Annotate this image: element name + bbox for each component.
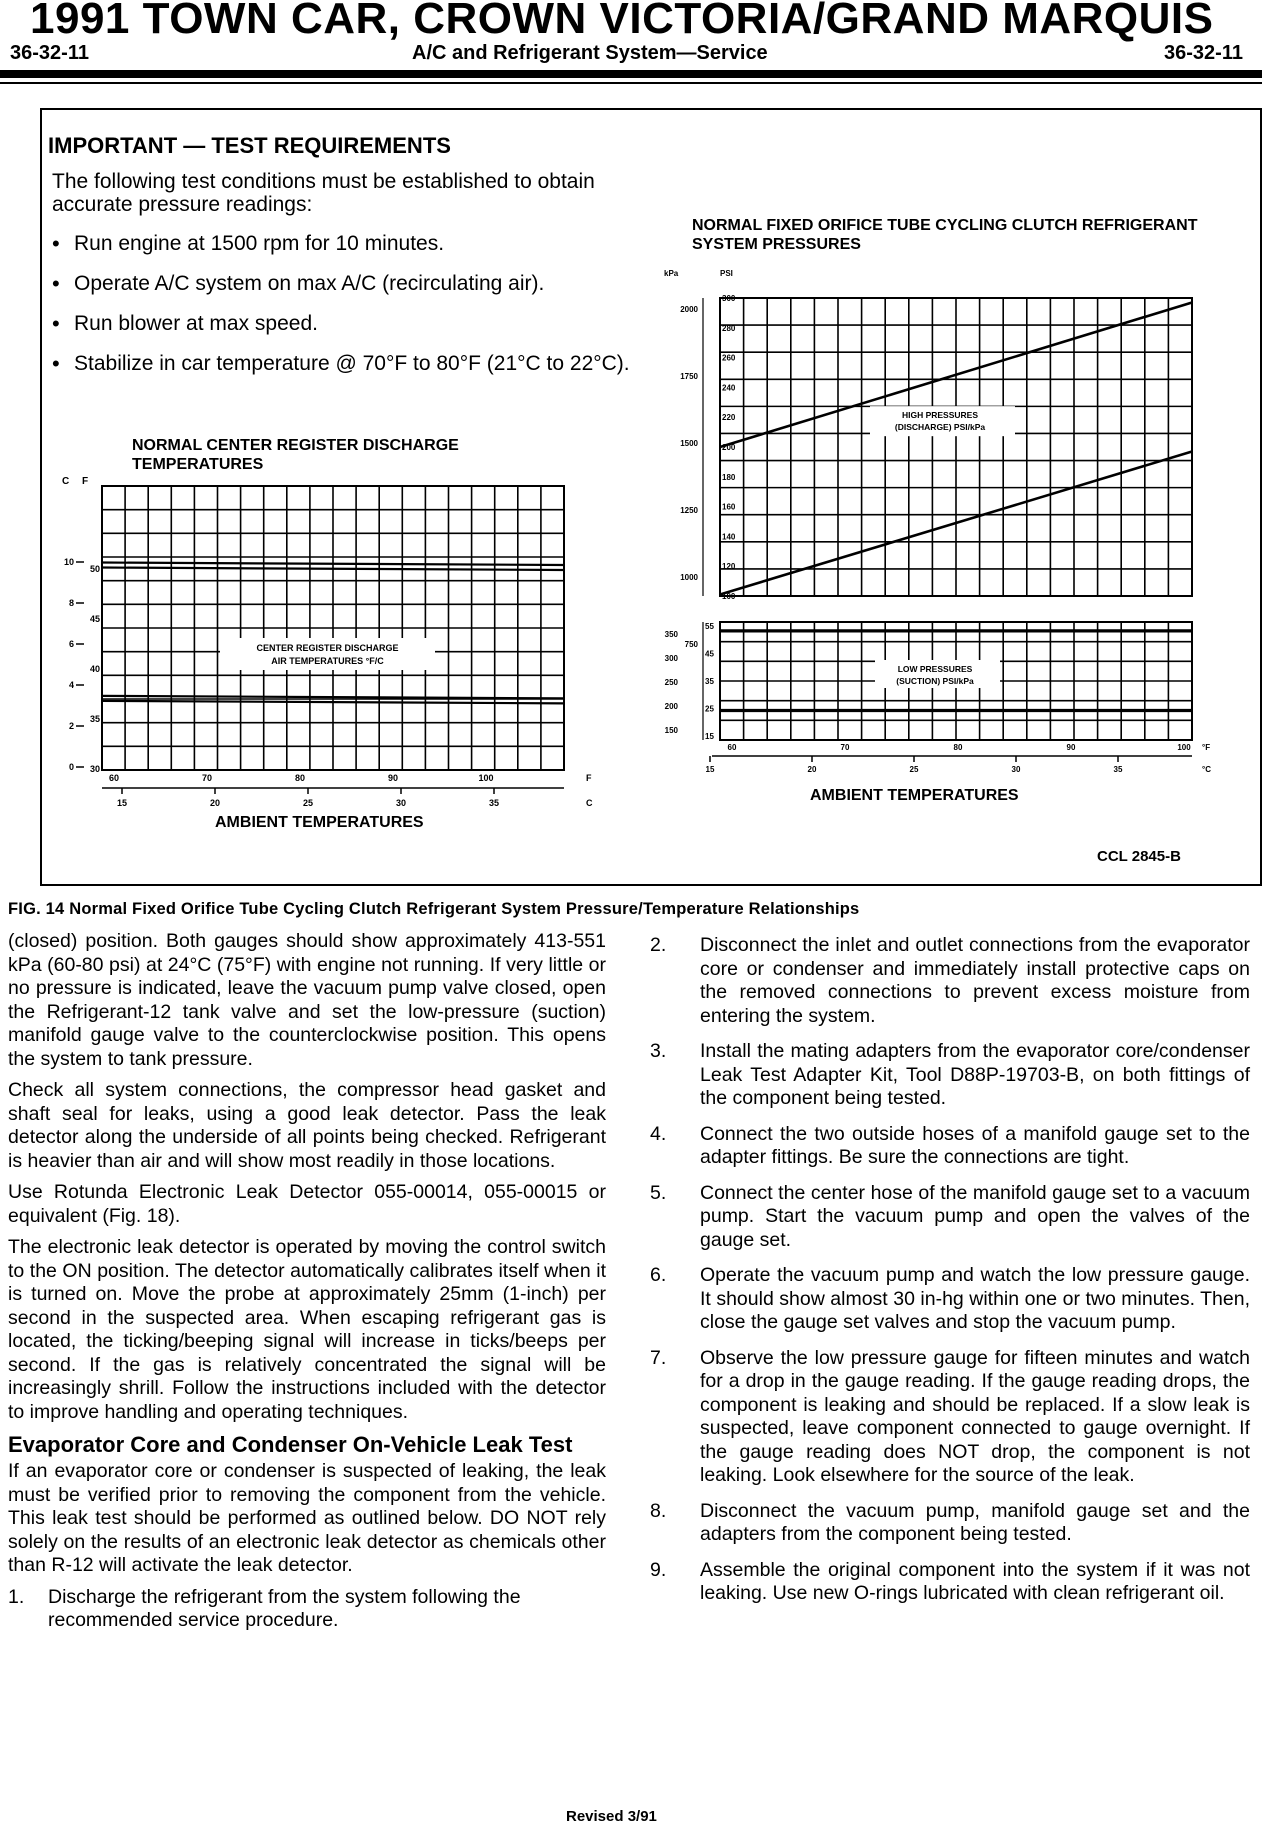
y-tick-c: 8: [68, 598, 74, 608]
psi-tick: 25: [705, 704, 714, 714]
kpa-tick: 250: [664, 678, 678, 687]
step-text: Assemble the original component into the system if it was not leaking. Use new O-rings lubricated with clean refrigerant oil.: [700, 1558, 1250, 1604]
pressure-chart: [640, 262, 1225, 837]
x-tick-c: 20: [209, 798, 221, 808]
x-tick-f: 100: [478, 773, 494, 783]
step-number: 7.: [650, 1346, 667, 1369]
step-text: Disconnect the inlet and outlet connections from the evaporator core or condenser and immediately install protective caps on the removed connections to prevent excess moisture from entering the system.: [700, 934, 1250, 1027]
x-tick-f: 70: [840, 743, 850, 752]
step-text: Disconnect the vacuum pump, manifold gauge set and the adapters from the component being tested.: [700, 1499, 1250, 1545]
kpa-tick: 1250: [680, 506, 698, 515]
test-requirements-list: [52, 232, 642, 392]
psi-tick: 180: [722, 472, 736, 482]
y-axis-label: kPa: [664, 269, 679, 278]
step-number: 2.: [650, 934, 667, 956]
psi-tick: 100: [722, 592, 736, 601]
psi-tick: 140: [722, 532, 736, 542]
step-text: Discharge the refrigerant from the system following the recommended service procedure.: [48, 1585, 521, 1631]
header-rule: [0, 70, 1262, 78]
psi-tick: 280: [722, 323, 736, 333]
psi-tick: 200: [722, 443, 736, 452]
x-tick-c: 35: [488, 798, 500, 808]
y-tick-f: 40: [89, 664, 100, 674]
x-tick-f: 80: [294, 773, 306, 783]
high-label: HIGH PRESSURES: [901, 410, 979, 421]
x-axis-title: AMBIENT TEMPERATURES: [810, 787, 1019, 804]
x-tick-f: 60: [108, 773, 120, 783]
step-list: [8, 1586, 606, 1633]
figure-caption: FIG. 14 Normal Fixed Orifice Tube Cycling Clutch Refrigerant System Pressure/Temperature Relationships: [8, 900, 860, 918]
step-item: [650, 1500, 1250, 1547]
y-tick-c: 6: [68, 639, 74, 649]
x-unit-c: °C: [1202, 765, 1211, 774]
kpa-tick: 150: [664, 726, 678, 735]
step-number: 4.: [650, 1122, 667, 1145]
low-label: LOW PRESSURES: [897, 664, 973, 674]
kpa-tick: 200: [664, 702, 678, 711]
section-heading: Evaporator Core and Condenser On-Vehicle Leak Test: [8, 1432, 573, 1457]
x-tick-c: 25: [302, 798, 314, 808]
psi-tick: 35: [705, 677, 714, 686]
step-item: [650, 1264, 1250, 1335]
x-tick-c: 25: [909, 765, 919, 774]
right-step-list: [650, 934, 1250, 1618]
step-number: 3.: [650, 1040, 667, 1062]
header-rule-thin: [0, 82, 1262, 84]
step-text: Connect the center hose of the manifold gauge set to a vacuum pump. Start the vacuum pump and open the valves of the gauge set.: [700, 1181, 1250, 1251]
x-unit-f: °F: [1202, 743, 1211, 752]
step-item: [8, 1586, 606, 1633]
step-item: [650, 1040, 1250, 1111]
x-tick-f: 60: [727, 743, 737, 752]
psi-tick: 120: [722, 562, 736, 572]
left-column: [8, 930, 606, 1633]
discharge-chart-title: NORMAL CENTER REGISTER DISCHARGE TEMPERATURES: [132, 437, 459, 473]
x-tick-f: 90: [1066, 743, 1076, 752]
x-tick-c: 35: [1113, 765, 1123, 774]
high-label: (DISCHARGE) PSI/kPa: [894, 422, 986, 433]
x-axis-title: AMBIENT TEMPERATURES: [215, 814, 424, 831]
x-unit-f: F: [586, 773, 592, 783]
x-tick-c: 15: [116, 798, 128, 808]
psi-tick: 45: [705, 649, 714, 659]
paragraph: Check all system connections, the compressor head gasket and shaft seal for leaks, using a good leak detector. Pass the leak detector along the underside of all points being checked. Refrigerant is heavier than air and will show most readily in those locations.: [8, 1079, 606, 1172]
x-tick-c: 15: [705, 765, 715, 774]
step-number: 1.: [8, 1585, 25, 1608]
step-text: Operate the vacuum pump and watch the low pressure gauge. It should show almost 30 in-hg within one or two minutes. Then, close the gauge set valves and stop the vacuum pump.: [700, 1264, 1250, 1333]
important-intro: The following test conditions must be established to obtain accurate pressure readings:: [52, 170, 595, 216]
x-tick-f: 80: [953, 743, 963, 752]
y-tick-f: 30: [89, 764, 100, 774]
kpa-tick: 750: [684, 640, 698, 649]
kpa-tick: 300: [664, 654, 678, 663]
step-item: [650, 1123, 1250, 1170]
x-tick-c: 30: [1011, 765, 1021, 774]
y-axis-label: C: [62, 476, 70, 487]
step-text: Install the mating adapters from the evaporator core/condenser Leak Test Adapter Kit, Tool D88P-19703-B, on both fittings of the component being tested.: [700, 1040, 1250, 1109]
manual-title: 1991 TOWN CAR, CROWN VICTORIA/GRAND MARQUIS: [30, 0, 1214, 43]
x-tick-c: 20: [807, 765, 817, 774]
kpa-tick: 1500: [680, 439, 698, 448]
x-tick-c: 30: [395, 798, 407, 808]
y-tick-f: 35: [89, 714, 100, 724]
psi-tick: 15: [705, 732, 714, 741]
discharge-temperature-chart: [40, 460, 600, 855]
requirement-item: • Run blower at max speed.: [52, 312, 642, 336]
y-axis-label: PSI: [720, 269, 733, 278]
section-number-left: 36-32-11: [10, 42, 89, 64]
step-item: [650, 1559, 1250, 1606]
requirement-item: • Stabilize in car temperature @ 70°F to 80°F (21°C to 22°C).: [52, 352, 642, 376]
x-tick-f: 100: [1177, 743, 1191, 752]
low-label: (SUCTION) PSI/kPa: [896, 676, 974, 686]
kpa-tick: 2000: [680, 305, 698, 314]
pressure-chart-title: NORMAL FIXED ORIFICE TUBE CYCLING CLUTCH REFRIGERANT SYSTEM PRESSURES: [692, 217, 1198, 253]
y-axis-label: F: [82, 476, 89, 487]
kpa-tick: 1750: [680, 372, 698, 381]
kpa-tick: 1000: [680, 573, 698, 582]
kpa-tick: 350: [664, 630, 678, 639]
step-item: [650, 934, 1250, 1028]
revision-footer: Revised 3/91: [566, 1808, 657, 1825]
x-tick-f: 70: [201, 773, 213, 783]
step-item: [650, 1347, 1250, 1488]
figure-reference-code: CCL 2845-B: [1097, 848, 1181, 865]
band-label: CENTER REGISTER DISCHARGE: [256, 643, 399, 653]
step-text: Connect the two outside hoses of a manifold gauge set to the adapter fittings. Be sure the connections are tight.: [700, 1122, 1250, 1168]
requirement-item: • Run engine at 1500 rpm for 10 minutes.: [52, 232, 642, 256]
psi-tick: 55: [705, 622, 714, 631]
y-tick-f: 45: [89, 614, 100, 624]
paragraph: If an evaporator core or condenser is suspected of leaking, the leak must be verified prior to removing the component from the vehicle. This leak test should be performed as outlined below. DO NOT rely solely on the results of an electronic leak detector as chemicals other than R-12 will activate the leak detector.: [8, 1460, 606, 1576]
y-tick-c: 4: [68, 680, 74, 690]
psi-tick: 240: [722, 383, 736, 393]
x-unit-c: C: [586, 798, 593, 808]
psi-tick: 160: [722, 502, 736, 512]
x-tick-f: 90: [387, 773, 399, 783]
step-item: [650, 1182, 1250, 1253]
paragraph: Use Rotunda Electronic Leak Detector 055-00014, 055-00015 or equivalent (Fig. 18).: [8, 1181, 606, 1227]
step-number: 9.: [650, 1558, 667, 1581]
section-number-right: 36-32-11: [1164, 42, 1243, 64]
step-text: Observe the low pressure gauge for fifteen minutes and watch for a drop in the gauge reading. If the gauge reading drops, the component is leaking and should be replaced. If a slow leak is suspected, leave component connected to gauge overnight. If the gauge reading does NOT drop, the component is not leaking. Look elsewhere for the source of the leak.: [700, 1346, 1250, 1486]
y-tick-f: 50: [89, 564, 100, 574]
step-number: 5.: [650, 1181, 667, 1204]
important-title: IMPORTANT — TEST REQUIREMENTS: [48, 133, 451, 158]
section-title: A/C and Refrigerant System—Service: [412, 42, 768, 64]
psi-tick: 260: [722, 353, 736, 363]
y-tick-c: 10: [63, 557, 74, 567]
band-label: AIR TEMPERATURES °F/C: [271, 656, 384, 666]
requirement-item: • Operate A/C system on max A/C (recirculating air).: [52, 272, 642, 296]
psi-tick: 220: [722, 413, 736, 423]
step-number: 6.: [650, 1264, 667, 1286]
y-tick-c: 2: [68, 721, 74, 731]
paragraph: The electronic leak detector is operated by moving the control switch to the ON position. The detector automatically calibrates itself when it is turned on. Move the probe at approximately 25mm (1-inch) per second in the suspected area. When escaping refrigerant gas is located, the ticking/beeping signal will increase in ticks/beeps per second. If the gas is relatively concentrated the signal will be increasingly shrill. Follow the instructions included with the detector to improve handling and operating techniques.: [8, 1236, 606, 1423]
y-tick-c: 0: [68, 762, 74, 772]
paragraph: (closed) position. Both gauges should show approximately 413-551 kPa (60-80 psi) at 24°C (75°F) with engine not running. If very little or no pressure is indicated, leave the vacuum pump valve closed, open the Refrigerant-12 tank valve and set the low-pressure (suction) manifold gauge valve to the counterclockwise position. This opens the system to tank pressure.: [8, 930, 606, 1070]
psi-tick: 300: [722, 294, 736, 303]
step-number: 8.: [650, 1499, 667, 1522]
